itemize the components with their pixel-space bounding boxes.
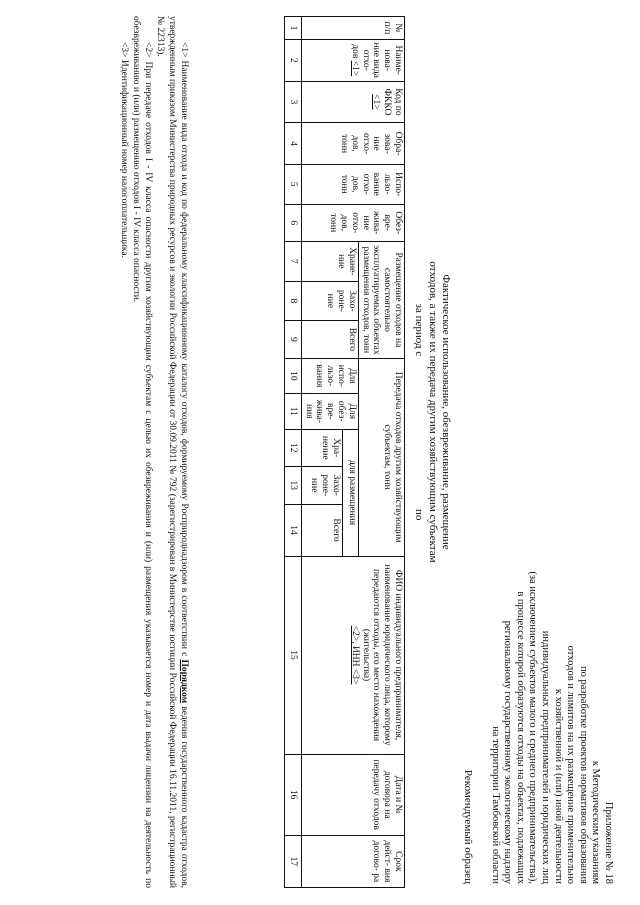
appendix-line: региональному государственному экологическому надзору [502,620,514,884]
appendix-line: к Методическим указаниям [590,760,602,884]
header-contract-term: Срок дейст- вия догово- ра [301,835,404,887]
col-num: 10 [284,358,301,393]
col-num: 16 [284,754,301,835]
recommended-sample-label: Рекомендуемый образец [462,769,474,884]
col-num: 7 [284,242,301,282]
col-num: 12 [284,429,301,467]
title-line-1: Фактическое использование, обезвреживание, размещение [440,274,452,550]
period-from: за период с [413,303,425,357]
header-for-use: Для испо- льзо- вания [301,358,358,393]
col-num: 15 [284,556,301,754]
col-num: 1 [284,17,301,40]
col-num: 2 [284,39,301,81]
header-burial-2: Захо- роне- ние [301,467,342,505]
header-waste-name: Наиме- нова- ние вида отхо- дов <1> [301,39,404,81]
note-ref: <1> [371,94,382,110]
appendix-line: к хозяйственной и (или) иной деятельности [552,688,564,884]
col-num: 11 [284,394,301,429]
rotated-page [20,12,620,892]
col-num: 9 [284,321,301,359]
period-line [412,162,425,662]
col-num: 17 [284,835,301,887]
header-transfer: Передача отходов другим хозяйствующим субъектам, тонн [358,358,404,556]
header-no: № п/п [301,17,404,40]
header-storage-2: Хра- нение [301,429,342,467]
col-num: 13 [284,467,301,505]
appendix-header [488,464,614,884]
col-num: 4 [284,123,301,165]
header-contract: Дата и № договора на передачу отходов [301,754,404,835]
col-num: 5 [284,164,301,204]
footnote-3: <3> Идентификационный номер налогоплательщика. [119,42,129,258]
appendix-line: индивидуальных предпринимателей и юридических лиц [540,630,552,884]
header-formed: Обра- зова- ние отхо- дов, тонн [301,123,404,165]
form-title [412,162,452,662]
col-num: 6 [284,204,301,242]
header-for-placement: для размещения [342,429,358,556]
title-line-2: отходов, а также их передача другим хозяйствующим субъектам [427,261,439,563]
column-numbers-row [284,17,301,888]
header-used: Испо- льзо- вание отхо- дов, тонн [301,164,404,204]
procedure-link[interactable]: Порядком [179,659,189,704]
appendix-line: на территории Тамбовской области [489,726,501,884]
header-fkko-code: Код по ФККО <1> [301,81,404,123]
header-storage: Хране- ние [301,242,358,282]
footnote-2: <2> При передаче отходов I - IV класса опасности другим хозяйствующим субъектам с целью их обезвреживания и (или) размещения указывается номер и дата выдачи лицензии на деятельность по обезвреживанию и (или) размещению отходов I - IV класса опасности. [131,16,153,888]
header-neutralized: Обез- вре- жива- ние отхо- дов, тонн [301,204,404,242]
header-total-2: Всего [301,504,342,556]
appendix-line: (за исключением субъектов малого и среднего предпринимательства), [527,571,539,884]
header-own-placement: Размещение отходов на самостоятельно эксплуатируемых объектах размещения отходов, тонн [358,242,404,359]
note-ref: <1> [349,60,360,77]
period-to: по [413,508,425,521]
header-burial: Захо- роне- ние [301,281,358,321]
header-recipient: ФИО индивидуального предпринимателя, наименование юридического лица, которому передаются отходы, его место нахождения (жительства) <2>, ИНН <3> [301,556,404,754]
header-for-neutralization: Для обез- вре- жива- ния [301,394,358,429]
appendix-line: в процессе которой образуются отходы на объектах, подлежащих [514,591,526,884]
footnotes [118,16,190,888]
appendix-line: по разработке проектов нормативов образования [577,665,589,884]
appendix-line: Приложение № 18 [603,801,614,884]
note-ref: <2>, ИНН <3> [349,625,360,685]
col-num: 3 [284,81,301,123]
header-total: Всего [301,321,358,359]
footnote-1: <1> Наименование вида отхода и код по федеральному классификационному каталогу отходов, формируемому Росприроднадзором в соответствии с Порядком ведения государственного кадастра отходов, утвержденным приказом Министерства природных ресурсов и экологии Российской Федерации от 30.09.2011 № 792 (зарегистрирован в Министерстве юстиции Российской Федерации 16.11.2011, регистрационный № 22313). [155,16,189,889]
col-num: 8 [284,281,301,321]
appendix-line: отходов и лимитов на их размещение применительно [565,645,577,884]
document-sheet [20,12,620,892]
waste-table [284,16,405,888]
col-num: 14 [284,504,301,556]
